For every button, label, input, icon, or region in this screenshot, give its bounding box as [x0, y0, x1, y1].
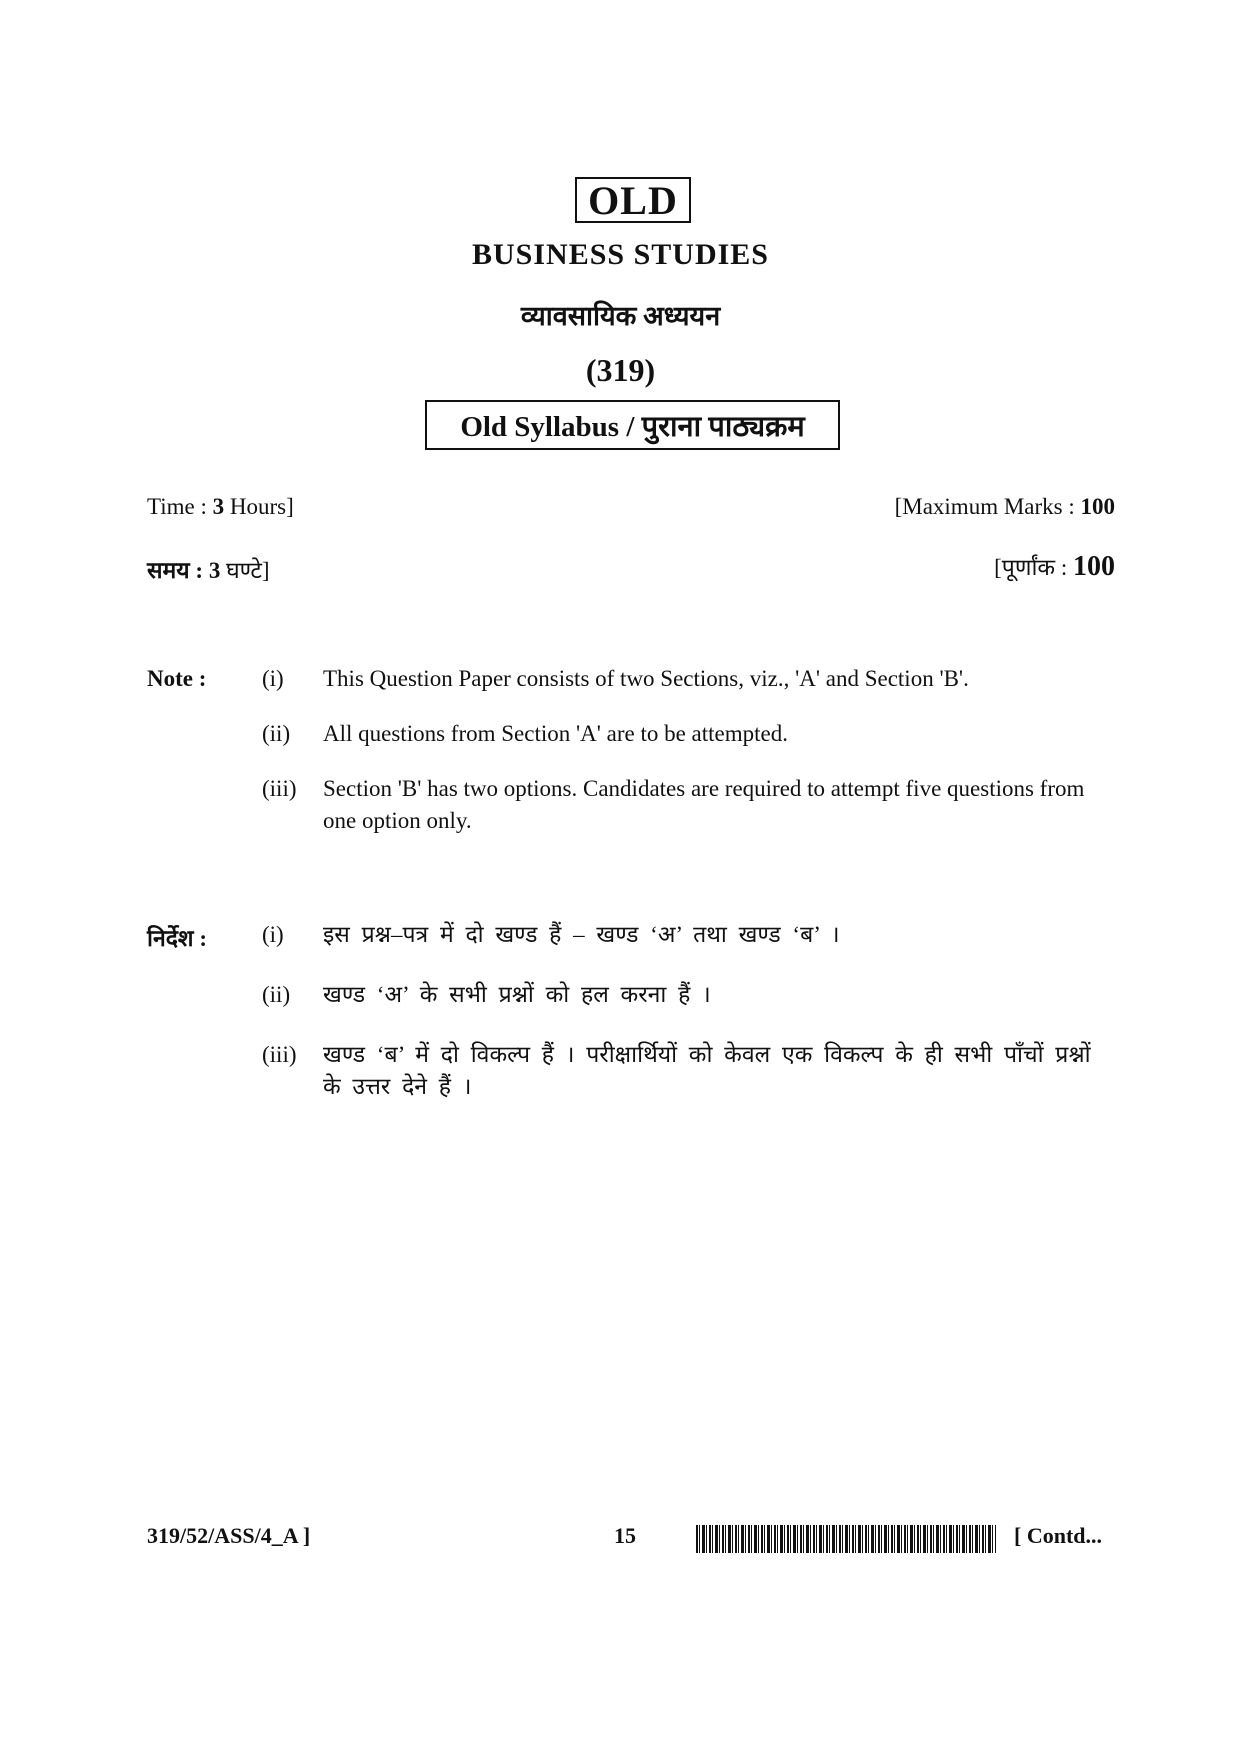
note-hi-text-1: इस प्रश्न–पत्र में दो खण्ड हैं – खण्ड ‘अ’ तथा खण्ड ‘ब’ । [323, 922, 840, 947]
time-hi: समय : 3 घण्टे] [147, 558, 270, 583]
note-en-num-1: (i) [262, 666, 284, 691]
old-label: OLD [588, 177, 678, 223]
syllabus-label: Old Syllabus / पुराना पाठ्यक्रम [460, 410, 805, 443]
barcode-icon [696, 1525, 996, 1553]
page-number: 15 [614, 1523, 636, 1548]
note-hi-text-2: खण्ड ‘अ’ के सभी प्रश्नों को हल करना हैं । [323, 982, 711, 1007]
note-en-num-2: (ii) [262, 721, 291, 746]
syllabus-box [425, 400, 840, 450]
note-en-text-1: This Question Paper consists of two Sections, viz., 'A' and Section 'B'. [323, 666, 969, 691]
subject-title-en: BUSINESS STUDIES [472, 238, 769, 271]
note-hi-text-3: खण्ड ‘ब’ में दो विकल्प हैं । परीक्षार्थियों को केवल एक विकल्प के ही सभी पाँचों प्रश्नों के उत्तर देने हैं । [323, 1042, 1091, 1099]
max-marks-hi: [पूर्णांक : 100 [994, 551, 1115, 582]
note-hi-num-1: (i) [262, 922, 284, 947]
paper-code: 319/52/ASS/4_A ] [147, 1523, 311, 1548]
subject-code: (319) [585, 352, 656, 388]
old-label-box [575, 177, 691, 223]
max-marks-en: [Maximum Marks : 100 [894, 494, 1115, 519]
subject-title-hi: व्यावसायिक अध्ययन [520, 301, 721, 331]
note-en-text-2: All questions from Section 'A' are to be attempted. [323, 721, 788, 746]
contd-label: [ Contd... [1014, 1523, 1103, 1548]
note-hi-num-2: (ii) [262, 982, 291, 1007]
note-label-en: Note : [147, 666, 207, 691]
note-label-hi: निर्देश : [147, 926, 207, 951]
note-en-text-3: Section 'B' has two options. Candidates are required to attempt five questions from one option only. [323, 776, 1085, 833]
note-en-num-3: (iii) [262, 776, 297, 801]
note-hi-num-3: (iii) [262, 1042, 297, 1067]
time-en: Time : 3 Hours] [147, 494, 294, 519]
